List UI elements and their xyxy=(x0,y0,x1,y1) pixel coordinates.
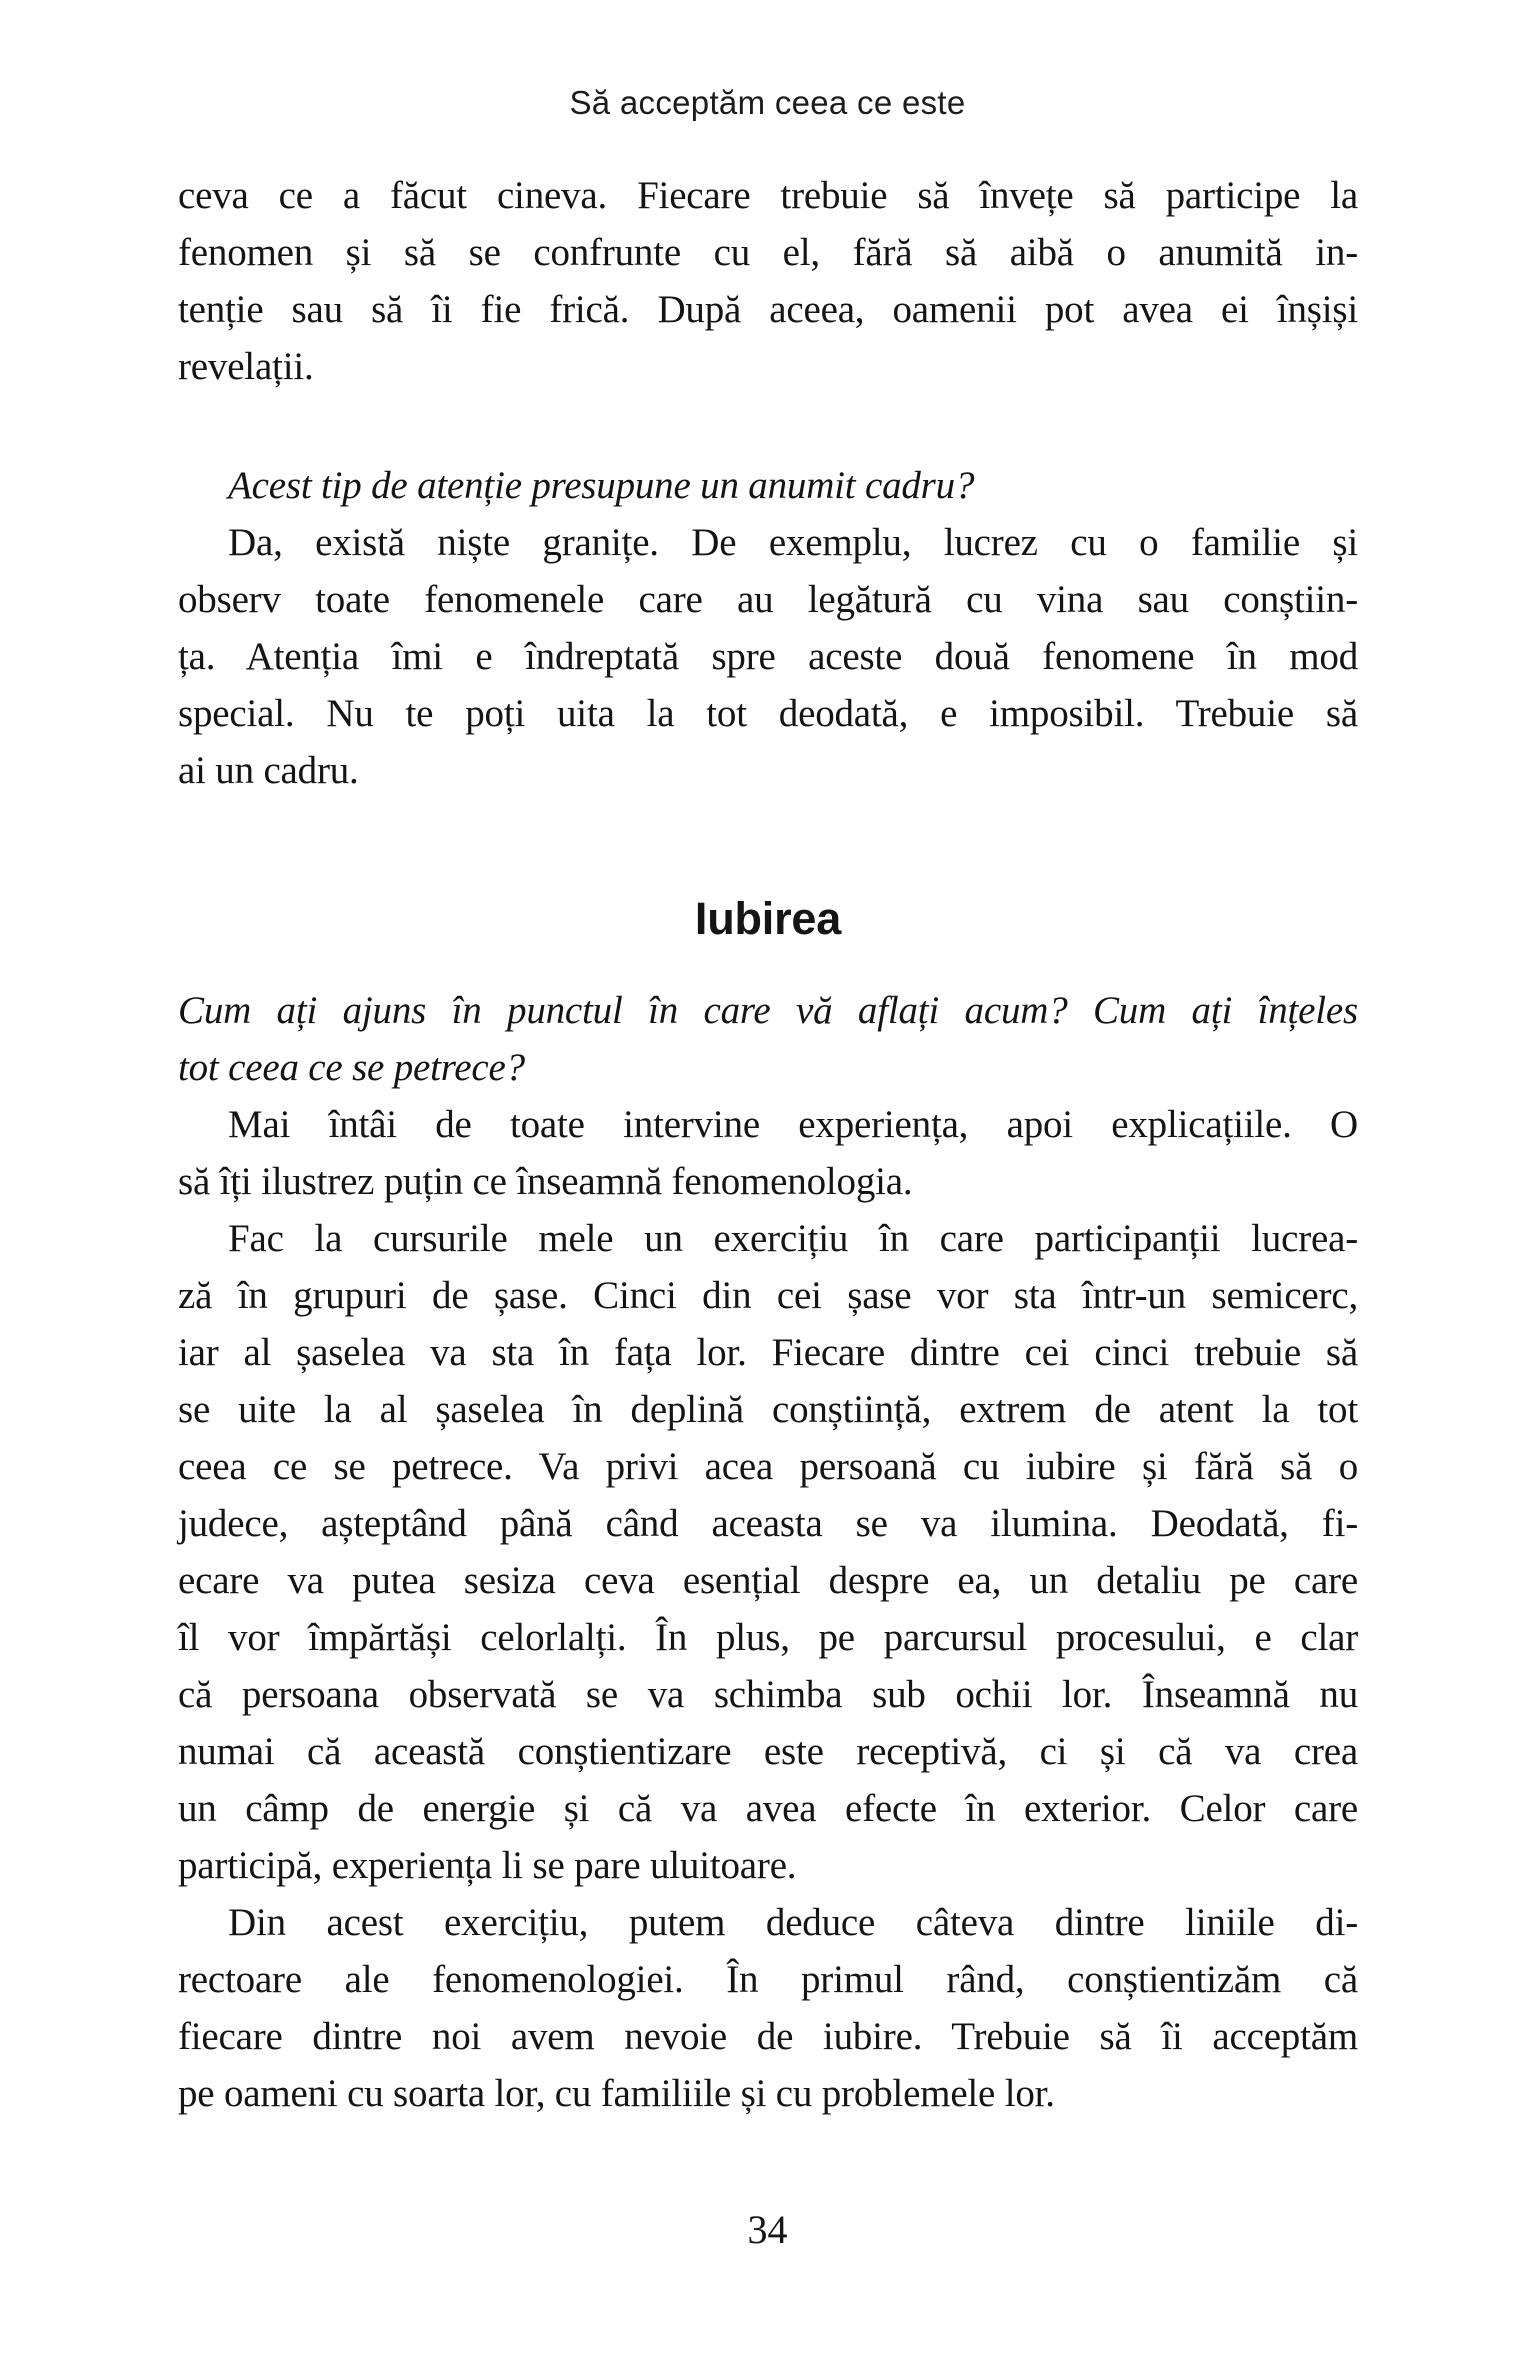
body-line: rectoare ale fenomenologiei. În primul rând, conștientizăm că xyxy=(178,1958,1358,2001)
body-line: că persoana observată se va schimba sub ochii lor. Înseamnă nu xyxy=(178,1673,1358,1716)
body-line: numai că această conștientizare este receptivă, ci și că va crea xyxy=(178,1730,1358,1773)
text-block xyxy=(178,167,1358,2122)
body-line: ză în grupuri de șase. Cinci din cei șase vor sta într-un semicerc, xyxy=(178,1274,1358,1317)
body-line: observ toate fenomenele care au legătură cu vina sau conștiin- xyxy=(178,578,1358,621)
body-line: fiecare dintre noi avem nevoie de iubire. Trebuie să îi acceptăm xyxy=(178,2015,1358,2058)
body-line: Mai întâi de toate intervine experiența, apoi explicațiile. O xyxy=(228,1103,1358,1146)
body-line: să îți ilustrez puțin ce înseamnă fenomenologia. xyxy=(178,1160,913,1203)
paragraph xyxy=(178,514,1358,799)
body-line: ceea ce se petrece. Va privi acea persoană cu iubire și fără să o xyxy=(178,1445,1358,1488)
question-paragraph xyxy=(178,457,1358,514)
body-line: ța. Atenția îmi e îndreptată spre aceste două fenomene în mod xyxy=(178,635,1358,678)
body-line: ecare va putea sesiza ceva esențial despre ea, un detaliu pe care xyxy=(178,1559,1358,1602)
section-heading: Iubirea xyxy=(694,893,842,944)
page-number: 34 xyxy=(747,2207,788,2252)
interview-question-line: Acest tip de atenție presupune un anumit cadru? xyxy=(228,464,975,507)
paragraph xyxy=(178,1210,1358,1894)
question-paragraph xyxy=(178,982,1358,1096)
paragraph xyxy=(178,1894,1358,2122)
body-line: revelații. xyxy=(178,345,314,388)
body-line: iar al șaselea va sta în fața lor. Fiecare dintre cei cinci trebuie să xyxy=(178,1331,1358,1374)
body-line: ceva ce a făcut cineva. Fiecare trebuie să învețe să participe la xyxy=(178,174,1358,217)
interview-question-line: tot ceea ce se petrece? xyxy=(178,1046,525,1089)
paragraph xyxy=(178,167,1358,395)
body-line: judece, așteptând până când aceasta se va ilumina. Deodată, fi- xyxy=(178,1502,1358,1545)
body-line: participă, experiența li se pare uluitoare. xyxy=(178,1844,797,1887)
body-line: Din acest exercițiu, putem deduce câteva dintre liniile di- xyxy=(228,1901,1358,1944)
interview-question-line: Cum ați ajuns în punctul în care vă aflați acum? Cum ați înțeles xyxy=(178,989,1358,1032)
body-line: un câmp de energie și că va avea efecte în exterior. Celor care xyxy=(178,1787,1358,1830)
body-line: ai un cadru. xyxy=(178,749,359,792)
body-line: Da, există niște granițe. De exemplu, lucrez cu o familie și xyxy=(228,521,1358,564)
body-line: îl vor împărtăși celorlalți. În plus, pe parcursul procesului, e clar xyxy=(178,1616,1358,1659)
body-line: se uite la al șaselea în deplină conștiință, extrem de atent la tot xyxy=(178,1388,1358,1431)
paragraph xyxy=(178,1096,1358,1210)
body-line: Fac la cursurile mele un exercițiu în care participanții lucrea- xyxy=(228,1217,1358,1260)
body-line: tenție sau să îi fie frică. După aceea, oamenii pot avea ei înșiși xyxy=(178,288,1358,331)
running-header: Să acceptăm ceea ce este xyxy=(569,84,966,121)
body-line: pe oameni cu soarta lor, cu familiile și cu problemele lor. xyxy=(178,2072,1055,2115)
body-line: fenomen și să se confrunte cu el, fără să aibă o anumită in- xyxy=(178,231,1358,274)
body-line: special. Nu te poți uita la tot deodată, e imposibil. Trebuie să xyxy=(178,692,1358,735)
